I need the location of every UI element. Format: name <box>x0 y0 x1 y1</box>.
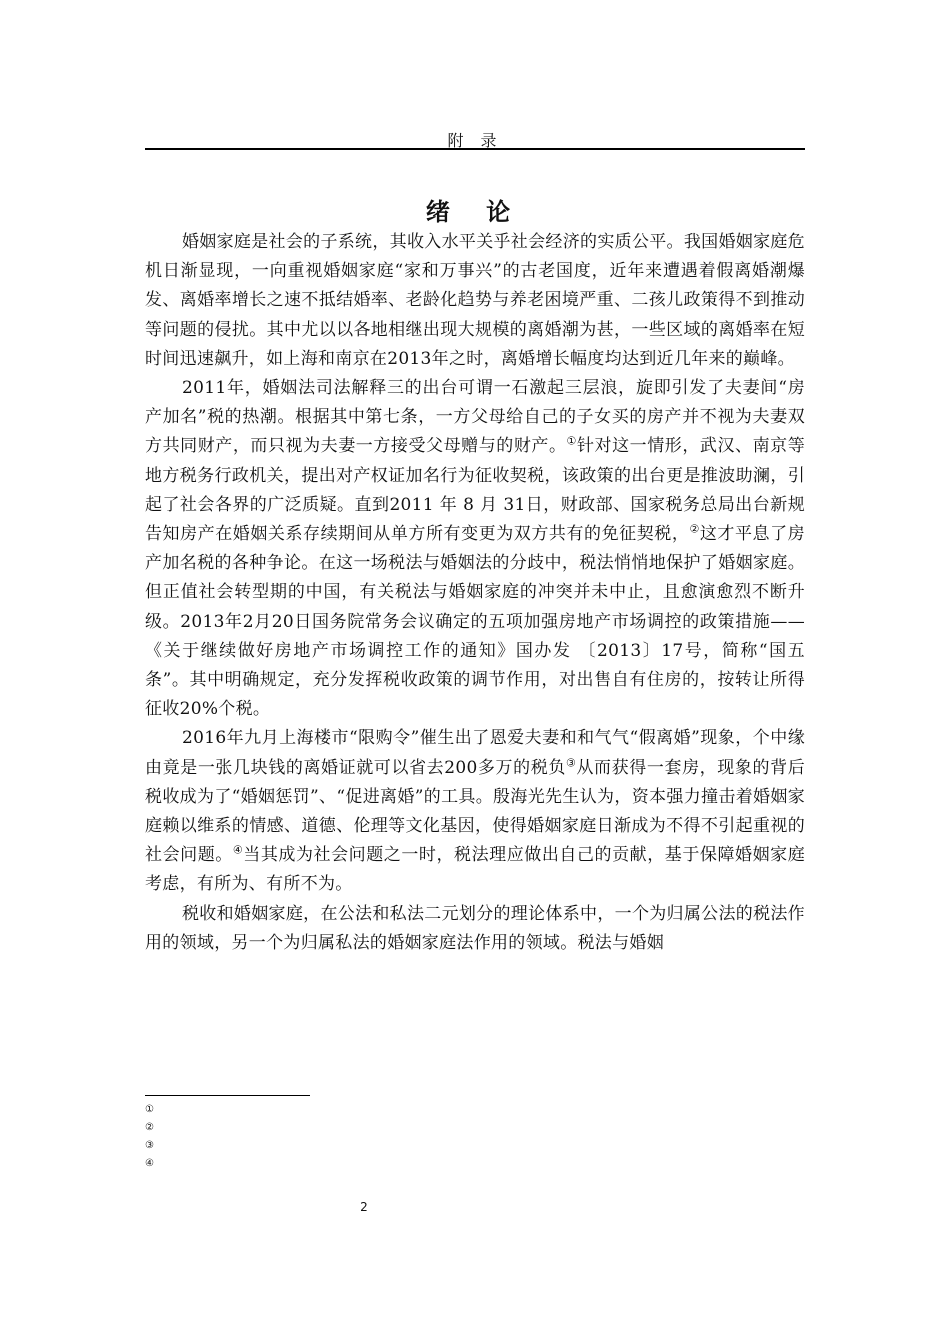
paragraph-text: 婚姻家庭是社会的子系统，其收入水平关乎社会经济的实质公平。我国婚姻家庭危机日渐显现，一向重视婚姻家庭“家和万事兴”的古老国度，近年来遭遇着假离婚潮爆发、离婚率增长之速不抵结婚率、老龄化趋势与养老困境严重、二孩儿政策得不到推动等问题的侵扰。其中尤以以各地相继出现大规模的离婚潮为甚，一些区域的离婚率在短时间迅速飙升，如上海和南京在2013年之时，离婚增长幅度均达到近几年来的巅峰。 <box>145 232 805 369</box>
paragraph-text: 2011年，婚姻法司法解释三的出台可谓一石激起三层浪，旋即引发了夫妻间“房产加名”税的热潮。根据其中第七条，一方父母给自己的子女买的房产并不视为夫妻双方共同财产，而只视为夫妻一方接受父母赠与的财产。 <box>145 378 805 457</box>
page-number: 2 <box>360 1200 368 1214</box>
footnote-item: ③ <box>145 1140 154 1151</box>
paragraph <box>145 900 805 958</box>
paragraph <box>145 228 805 374</box>
footnote-reference[interactable]: ③ <box>565 756 577 769</box>
footnote-reference[interactable]: ① <box>566 434 577 448</box>
paragraph-text: 针对这一情形，武汉、南京等地方税务行政机关，提出对产权证加名行为征收契税，该政策的出台更是推波助澜，引起了社会各界的广泛质疑。直到2011 年 8 月 31日，财政部、国家税务总局出台新规告知房产在婚姻关系存续期间从单方所有变更为双方共有的免征契税， <box>145 436 806 545</box>
paragraph-text: 当其成为社会问题之一时，税法理应做出自己的贡献，基于保障婚姻家庭考虑，有所为、有所不为。 <box>145 845 806 895</box>
paragraph <box>145 374 805 724</box>
footnote-list <box>145 1101 154 1173</box>
footnote-separator <box>145 1095 310 1096</box>
footnote-item: ② <box>145 1122 154 1133</box>
footnote-item: ④ <box>145 1158 154 1169</box>
section-title: 绪 论 <box>425 197 525 226</box>
body-text <box>145 228 805 958</box>
footnote-reference[interactable]: ④ <box>232 843 244 857</box>
header-rule <box>145 148 805 150</box>
paragraph-text: 这才平息了房产加名税的各种争论。在这一场税法与婚姻法的分歧中，税法悄悄地保护了婚姻家庭。但正值社会转型期的中国，有关税法与婚姻家庭的冲突并未中止，且愈演愈烈不断升级。2013年2月20日国务院常务会议确定的五项加强房地产市场调控的政策措施——《关于继续做好房地产市场调控工作的通知》国办发 〔2013〕17号，简称“国五条”。其中明确规定，充分发挥税收政策的调节作用，对出售自有住房的，按转让所得征收20%个税。 <box>145 524 805 720</box>
paragraph-text: 2016年九月上海楼市“限购令”催生出了恩爱夫妻和和气气“假离婚”现象，个中缘由竟是一张几块钱的离婚证就可以省去200多万的税负 <box>145 728 805 778</box>
paragraph-text: 税收和婚姻家庭，在公法和私法二元划分的理论体系中，一个为归属公法的税法作用的领域，另一个为归属私法的婚姻家庭法作用的领域。税法与婚姻 <box>145 903 805 953</box>
running-header: 附 录 <box>447 131 503 150</box>
footnote-item: ① <box>145 1104 154 1115</box>
paragraph <box>145 724 805 899</box>
paragraph-text: 从而获得一套房，现象的背后税收成为了“婚姻惩罚”、“促进离婚”的工具。殷海光先生认为，资本强力撞击着婚姻家庭赖以维系的情感、道德、伦理等文化基因，使得婚姻家庭日渐成为不得不引起重视的社会问题。 <box>145 757 805 866</box>
footnote-reference[interactable]: ② <box>689 522 700 536</box>
